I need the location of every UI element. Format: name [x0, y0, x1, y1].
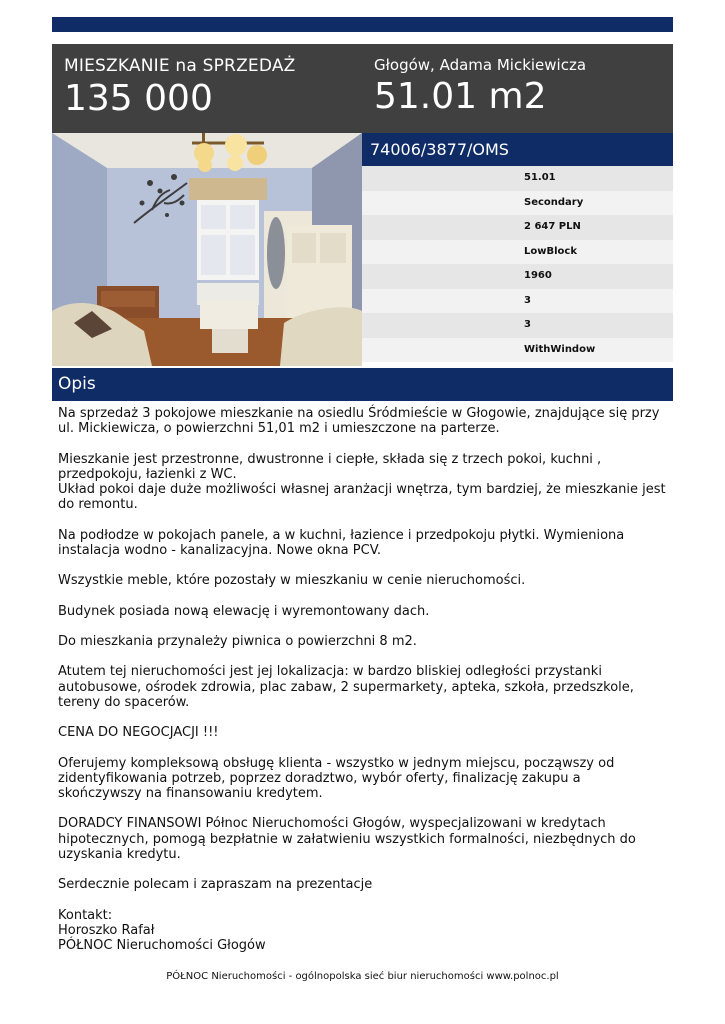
- area: 51.01 m2: [374, 76, 547, 117]
- location: Głogów, Adama Mickiewicza: [374, 56, 587, 74]
- offer-type: MIESZKANIE na SPRZEDAŻ: [64, 56, 296, 76]
- listing-header: [52, 44, 673, 133]
- description-paragraph: DORADCY FINANSOWI Północ Nieruchomości Głogów, wyspecjalizowani w kredytach hipotecznych, pomogą bezpłatnie w załatwieniu wszystkich formalności, niezbędnych do uzyskania kredytu.: [58, 816, 636, 862]
- parameters-table: [362, 166, 673, 362]
- description-paragraph: Na podłodze w pokojach panele, a w kuchni, łazience i przedpokoju płytki. Wymieniona instalacja wodno - kanalizacyjna. Nowe okna PCV.: [58, 527, 625, 558]
- param-row: Secondary: [362, 191, 673, 216]
- header-left: [64, 56, 296, 120]
- description-heading: Opis: [52, 368, 673, 401]
- top-accent-bar: [52, 17, 673, 32]
- contact-block: Kontakt: Horoszko Rafał PÓŁNOC Nieruchomości Głogów: [58, 907, 266, 953]
- reference-number: 74006/3877/OMS: [362, 133, 673, 166]
- header-right: [374, 56, 586, 118]
- description-paragraph: Oferujemy kompleksową obsługę klienta - wszystko w jednym miejscu, począwszy od zidentyfikowania potrzeb, poprzez doradztwo, wybór oferty, finalizację zakupu a skończywszy na finansowaniu kredytem.: [58, 755, 615, 801]
- param-row: 3: [362, 289, 673, 314]
- param-row: WithWindow: [362, 338, 673, 363]
- description-paragraph: Mieszkanie jest przestronne, dwustronne i ciepłe, składa się z trzech pokoi, kuchni , przedpokoju, łazienki z WC. Układ pokoi daje duże możliwości własnej aranżacji wnętrza, tym bardziej, że mieszkanie jest do remontu.: [58, 451, 666, 513]
- footer-text: PÓŁNOC Nieruchomości - ogólnopolska sieć biur nieruchomości www.polnoc.pl: [166, 971, 559, 982]
- param-row: LowBlock: [362, 240, 673, 265]
- param-row: 1960: [362, 264, 673, 289]
- description-paragraph: Serdecznie polecam i zapraszam na prezentacje: [58, 877, 373, 893]
- description-paragraph: Wszystkie meble, które pozostały w mieszkaniu w cenie nieruchomości.: [58, 573, 526, 589]
- param-row: 51.01: [362, 166, 673, 191]
- description-paragraph: Budynek posiada nową elewację i wyremontowany dach.: [58, 603, 430, 619]
- param-row: 2 647 PLN: [362, 215, 673, 240]
- price: 135 000: [64, 78, 213, 119]
- description-paragraph: Do mieszkania przynależy piwnica o powierzchni 8 m2.: [58, 633, 417, 649]
- description-paragraph: Na sprzedaż 3 pokojowe mieszkanie na osiedlu Śródmieście w Głogowie, znajdujące się przy ul. Mickiewicza, o powierzchni 51,01 m2 i umieszczone na parterze.: [58, 406, 660, 437]
- property-photo: [52, 133, 362, 366]
- description-text: [58, 406, 668, 968]
- description-paragraph: Atutem tej nieruchomości jest jej lokalizacja: w bardzo bliskiej odległości przystanki autobusowe, ośrodek zdrowia, plac zabaw, 2 supermarkety, apteka, szkoła, przedszkole, tereny do spacerów.: [58, 664, 634, 710]
- param-row: 3: [362, 313, 673, 338]
- description-paragraph: CENA DO NEGOCJACJI !!!: [58, 725, 219, 741]
